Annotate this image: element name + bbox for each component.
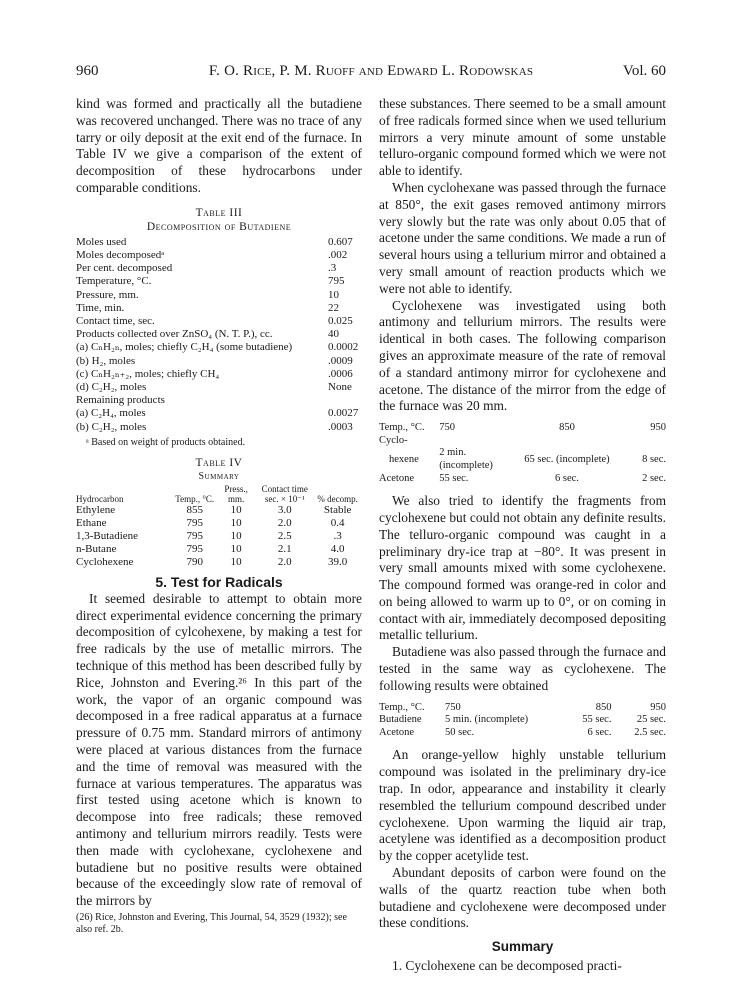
paragraph: Cyclohexene was investigated using both antimony and tellurium mirrors. The results were identical in both cases. The following comparison gives an approximate measure of the rate of removal of a standard antimony mirror for cyclohexene and acetone. The distance of the mirror from the edge of the furnace was 20 mm. bbox=[379, 297, 666, 414]
paragraph: Butadiene was also passed through the furnace and tested in the same way as cyclohexene. The following results were obtained bbox=[379, 644, 666, 693]
row-value: 0.607 bbox=[328, 235, 353, 248]
table-cell: Cyclohexene bbox=[76, 555, 134, 568]
table-row bbox=[76, 355, 362, 368]
table-cell: 8 sec. bbox=[642, 453, 666, 465]
table-cell: 950 bbox=[650, 701, 666, 713]
table-cell: 795 bbox=[186, 542, 203, 555]
row-label: (a) CₙH₂ₙ, moles; chiefly C₂H₄ (some butadiene) bbox=[76, 341, 293, 354]
table-cell: Temp., °C. bbox=[379, 701, 425, 713]
table-row bbox=[76, 517, 362, 530]
row-label: Moles used bbox=[76, 235, 127, 248]
row-value: .0006 bbox=[328, 367, 353, 380]
row-label: Contact time, sec. bbox=[76, 315, 155, 327]
paragraph: When cyclohexane was passed through the furnace at 850°, the exit gases removed antimony mirrors very slowly but the rate was only about 0.05 that of acetone under the same conditions. We made a run of several hours using a tellurium mirror and obtained a very small amount of reaction products which we were not able to identify. bbox=[379, 179, 666, 296]
column-header: Press., mm. bbox=[224, 483, 248, 504]
table-row bbox=[379, 447, 666, 472]
table-cell: 2.5 bbox=[277, 529, 292, 542]
table-row bbox=[76, 315, 362, 328]
table-cell: 750 bbox=[445, 701, 461, 713]
summary-item: 1. Cyclohexene can be decomposed practi- bbox=[392, 958, 622, 974]
table-cell: 6 sec. bbox=[555, 472, 579, 484]
row-label: Moles decomposedᵃ bbox=[76, 248, 165, 261]
row-label: (d) C₂H₂, moles bbox=[76, 381, 147, 394]
right-column bbox=[379, 96, 666, 975]
row-label: Remaining products bbox=[76, 394, 165, 407]
column-header: Hydrocarbon bbox=[76, 493, 124, 504]
row-value: 0.0002 bbox=[328, 341, 359, 354]
table-cell: 850 bbox=[559, 422, 575, 434]
row-label: Pressure, mm. bbox=[76, 288, 139, 301]
table-row bbox=[76, 543, 362, 556]
row-value: .3 bbox=[328, 262, 337, 275]
row-value: .0003 bbox=[328, 420, 353, 433]
running-header bbox=[76, 63, 666, 81]
table-cell: 55 sec. bbox=[582, 714, 612, 726]
table-row bbox=[76, 421, 362, 434]
paragraph: We also tried to identify the fragments from cyclohexene but could not obtain any definite results. The telluro-organic compound was caught in a preliminary dry-ice trap at −80°. It was present in very small amounts mixed with some cyclohexene. The compound formed was orange-red in color and on being allowed to warm up to 0°, or on coming in contact with air, immediately decomposed depositing metallic tellurium. bbox=[379, 493, 666, 643]
table-row bbox=[76, 504, 362, 517]
row-value: 40 bbox=[328, 328, 339, 341]
table-cell: 55 sec. bbox=[439, 472, 469, 484]
row-label: (c) CₙH₂ₙ₊₂, moles; chiefly CH₄ bbox=[76, 367, 220, 380]
table-cell: 10 bbox=[230, 503, 242, 516]
left-column bbox=[76, 96, 362, 936]
table-row bbox=[379, 702, 666, 715]
table-cell: 790 bbox=[186, 555, 203, 568]
table-title: Table III bbox=[195, 206, 243, 219]
footnote: (26) Rice, Johnston and Evering, This Journal, 54, 3529 (1932); see also ref. 2b. bbox=[76, 911, 347, 935]
table-header-row bbox=[76, 484, 362, 504]
table-cell: 2.1 bbox=[277, 542, 292, 555]
table-cell: 50 sec. bbox=[445, 726, 475, 738]
table-cell: 10 bbox=[230, 542, 242, 555]
table-cell: 10 bbox=[230, 529, 242, 542]
table-row bbox=[379, 435, 666, 448]
mirror-table-butadiene bbox=[379, 702, 666, 740]
table-iii bbox=[76, 236, 362, 434]
table-cell: 2.5 sec. bbox=[634, 726, 666, 738]
table-cell: 2.0 bbox=[277, 555, 292, 568]
table-row bbox=[76, 262, 362, 275]
table-caption: Decomposition of Butadiene bbox=[146, 220, 292, 233]
table-cell: Acetone bbox=[379, 472, 414, 484]
table-cell: 4.0 bbox=[330, 542, 345, 555]
table-cell: 25 sec. bbox=[636, 714, 666, 726]
row-value: 795 bbox=[328, 275, 345, 288]
row-label: Per cent. decomposed bbox=[76, 262, 173, 275]
table-cell: 795 bbox=[186, 516, 203, 529]
section-heading: 5. Test for Radicals bbox=[155, 573, 283, 590]
table-cell: 10 bbox=[230, 555, 242, 568]
table-row bbox=[76, 302, 362, 315]
table-cell: Stable bbox=[323, 503, 352, 516]
table-row bbox=[76, 275, 362, 288]
row-label: (b) C₂H₂, moles bbox=[76, 420, 147, 433]
table-cell: 950 bbox=[650, 422, 666, 434]
table-cell: Butadiene bbox=[379, 714, 422, 726]
table-row bbox=[76, 368, 362, 381]
table-cell: 1,3-Butadiene bbox=[76, 529, 139, 542]
table-cell: 3.0 bbox=[277, 503, 292, 516]
row-value: .0009 bbox=[328, 354, 353, 367]
row-value: 0.025 bbox=[328, 315, 353, 327]
table-row bbox=[379, 422, 666, 435]
table-cell: 0.4 bbox=[330, 516, 345, 529]
mirror-table-cyclohexene bbox=[379, 422, 666, 485]
table-cell: Ethane bbox=[76, 516, 107, 529]
row-value: .002 bbox=[328, 248, 348, 261]
table-cell: 6 sec. bbox=[587, 726, 612, 738]
paragraph: kind was formed and practically all the butadiene was recovered unchanged. There was no trace of any tarry or oily deposit at the exit end of the furnace. In Table IV we give a comparison of the extent of decomposition of these hydrocarbons under comparable conditions. bbox=[76, 96, 362, 195]
table-cell: 5 min. (incomplete) bbox=[445, 714, 529, 726]
author-line: F. O. Rice, P. M. Ruoff and Edward L. Rodowskas bbox=[208, 63, 534, 79]
row-label: (b) H₂, moles bbox=[76, 354, 136, 367]
volume-label: Vol. 60 bbox=[622, 63, 666, 79]
table-cell: 2 min. (incomplete) bbox=[439, 447, 493, 471]
row-value: None bbox=[328, 381, 352, 394]
page-number: 960 bbox=[76, 63, 99, 79]
table-row bbox=[76, 249, 362, 262]
table-cell: n-Butane bbox=[76, 542, 117, 555]
table-row bbox=[76, 407, 362, 420]
row-label: (a) C₂H₄, moles bbox=[76, 407, 146, 420]
table-row bbox=[76, 236, 362, 249]
row-label: Time, min. bbox=[76, 301, 125, 314]
table-cell: 795 bbox=[186, 529, 203, 542]
table-row bbox=[76, 381, 362, 394]
table-cell: Temp., °C. bbox=[379, 422, 425, 434]
table-row bbox=[76, 530, 362, 543]
row-label: Products collected over ZnSO₄ (N. T. P.), cc. bbox=[76, 328, 273, 341]
table-row bbox=[76, 328, 362, 341]
table-cell: 2.0 bbox=[277, 516, 292, 529]
table-title: Table IV bbox=[195, 456, 243, 469]
table-cell: 39.0 bbox=[328, 555, 348, 568]
column-header: Contact time sec. × 10⁻¹ bbox=[261, 483, 308, 504]
table-row bbox=[379, 714, 666, 727]
table-row bbox=[76, 556, 362, 569]
row-label: Temperature, °C. bbox=[76, 275, 152, 288]
table-cell: Acetone bbox=[379, 726, 414, 738]
table-row bbox=[76, 289, 362, 302]
paragraph: Abundant deposits of carbon were found on the walls of the quartz reaction tube when both butadiene and cyclohexene were decomposed under these conditions. bbox=[379, 865, 666, 931]
table-cell: 750 bbox=[439, 422, 456, 434]
paragraph: It seemed desirable to attempt to obtain more direct experimental evidence concerning the primary decomposition of cylcohexene, by making a test for free radicals by the use of metallic mirrors. The technique of this method has been described fully by Rice, Johnston and Evering.²⁶ In this part of the work, the vapor of an organic compound was decomposed in a free radical apparatus at a furnace pressure of 0.75 mm. Standard mirrors of antimony were placed at various distances from the furnace and the time of removal was measured with the furnace at various temperatures. The apparatus was first tested using acetone which is known to decompose into free radicals; these removed antimony and tellurium mirrors readily. Tests were then made with cyclohexane, cyclohexene and butadiene but no positive results were obtained because of the exceedingly slow rate of removal of the mirrors by bbox=[76, 590, 362, 909]
table-cell: 10 bbox=[230, 516, 242, 529]
table-cell: 855 bbox=[186, 503, 203, 516]
row-value bbox=[328, 394, 362, 407]
table-row bbox=[76, 341, 362, 354]
table-cell: Ethylene bbox=[76, 503, 116, 516]
summary-heading: Summary bbox=[491, 939, 554, 955]
table-cell: 2 sec. bbox=[642, 472, 666, 484]
table-row bbox=[76, 394, 362, 407]
table-cell: .3 bbox=[333, 529, 342, 542]
table-iv bbox=[76, 484, 362, 569]
row-value: 0.0027 bbox=[328, 407, 359, 420]
table-row bbox=[379, 727, 666, 740]
row-value: 10 bbox=[328, 288, 339, 301]
table-cell: Cyclo- bbox=[379, 434, 408, 446]
row-value: 22 bbox=[328, 301, 339, 314]
column-header: % decomp. bbox=[317, 493, 358, 504]
paragraph: these substances. There seemed to be a small amount of free radicals formed since when we used tellurium mirrors a very minute amount of some unstable telluro-organic compound formed which we were not able to identify. bbox=[379, 96, 666, 179]
table-caption: Summary bbox=[198, 470, 240, 482]
table-cell: 65 sec. (incomplete) bbox=[524, 453, 610, 465]
paragraph: An orange-yellow highly unstable tellurium compound was isolated in the preliminary dry-ice trap. In odor, appearance and instability it clearly resembled the tellurium compound described under cyclohexene. Upon warming the liquid air trap, acetylene was identified as a decomposition product by the copper acetylide test. bbox=[379, 747, 666, 864]
table-footnote: ᵃ Based on weight of products obtained. bbox=[86, 436, 246, 448]
column-header: Temp., °C. bbox=[175, 493, 215, 504]
table-row bbox=[379, 473, 666, 486]
table-cell: hexene bbox=[389, 453, 419, 465]
table-cell: 850 bbox=[595, 701, 612, 713]
